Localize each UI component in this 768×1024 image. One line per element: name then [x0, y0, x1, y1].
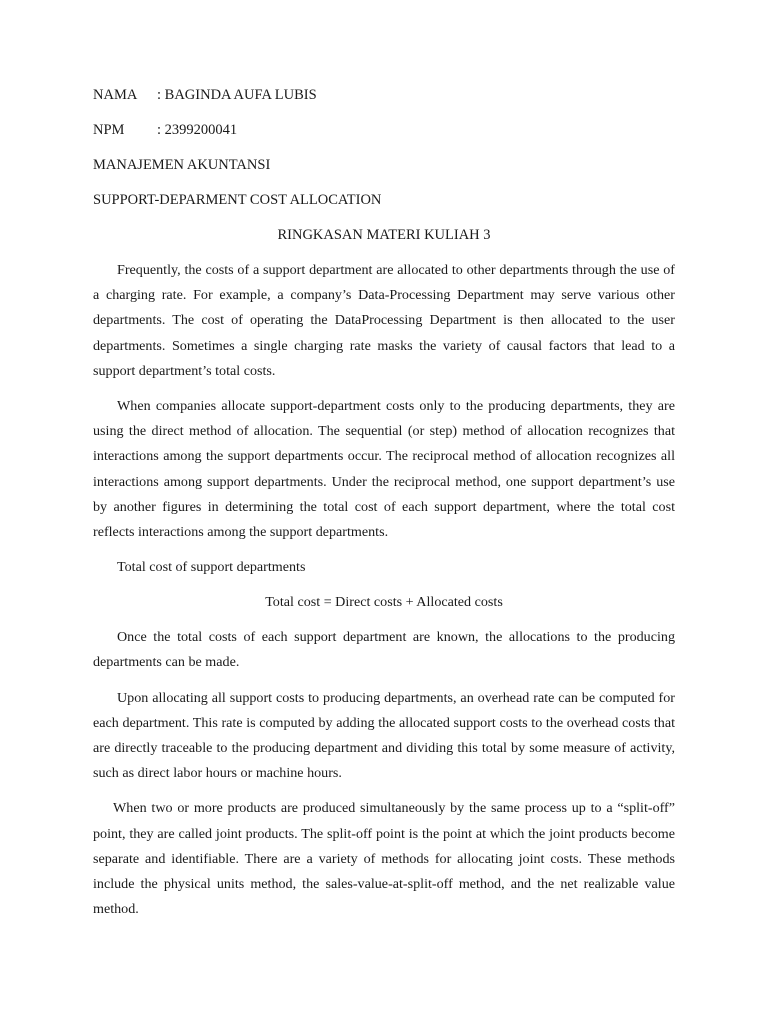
total-cost-heading: Total cost of support departments: [117, 559, 306, 576]
document-page: [93, 85, 675, 932]
paragraph-charging-rate: Frequently, the costs of a support department are allocated to other departments through the use of a charging rate. For example, a company’s Data-Processing Department may serve various other departments. The cost of operating the DataProcessing Department is then allocated to the user departments. Sometimes a single charging rate masks the variety of causal factors that lead to a support department’s total costs.: [93, 262, 675, 379]
summary-title: RINGKASAN MATERI KULIAH 3: [277, 227, 491, 243]
student-id-row: [93, 120, 675, 140]
npm-label: NPM: [93, 122, 125, 138]
student-name-row: [93, 85, 675, 105]
course-name: MANAJEMEN AKUNTANSI: [93, 157, 271, 173]
paragraph-overhead-rate: Upon allocating all support costs to producing departments, an overhead rate can be computed for each department. This rate is computed by adding the allocated support costs to the overhead costs that are directly traceable to the producing department and dividing this total by some measure of activity, such as direct labor hours or machine hours.: [93, 689, 675, 782]
total-cost-formula: Total cost = Direct costs + Allocated costs: [265, 594, 503, 611]
name-label: NAMA: [93, 87, 138, 103]
paragraph-joint-products: When two or more products are produced simultaneously by the same process up to a “split-off” point, they are called joint products. The split-off point is the point at which the joint products become separate and identifiable. There are a variety of methods for allocating joint costs. These methods include the physical units method, the sales-value-at-split-off method, and the net realizable value method.: [93, 800, 675, 918]
paragraph-producing-allocations: Once the total costs of each support department are known, the allocations to the producing departments can be made.: [93, 629, 675, 671]
name-value: : BAGINDA AUFA LUBIS: [157, 87, 317, 103]
npm-value: : 2399200041: [157, 122, 238, 138]
paragraph-allocation-methods: When companies allocate support-department costs only to the producing departments, they are using the direct method of allocation. The sequential (or step) method of allocation recognizes that interactions among the support departments occur. The reciprocal method of allocation recognizes all interactions among support departments. Under the reciprocal method, one support department’s use by another figures in determining the total cost of each support department, where the total cost reflects interactions among the support departments.: [93, 398, 675, 541]
topic-title: SUPPORT-DEPARMENT COST ALLOCATION: [93, 192, 382, 208]
